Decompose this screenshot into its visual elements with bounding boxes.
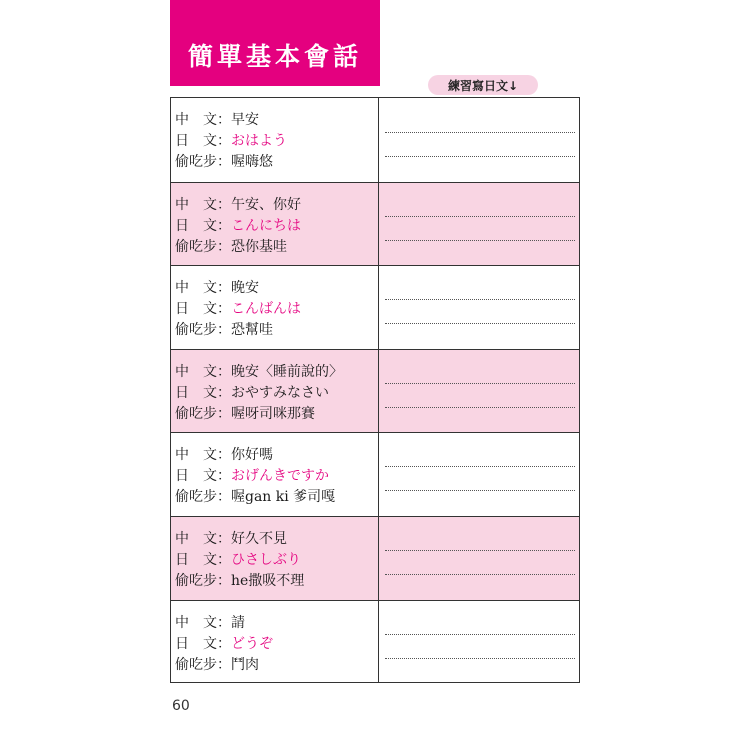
page-title: 簡單基本會話	[187, 42, 362, 71]
ja-text: こんにちは	[231, 217, 301, 234]
writing-line	[385, 216, 575, 217]
phrase-cell	[171, 98, 379, 182]
phrase-table	[170, 97, 580, 683]
phrase-cell	[171, 266, 379, 349]
zh-text: 晚安〈睡前說的〉	[231, 363, 343, 380]
phrase-cell	[171, 517, 379, 600]
writing-area[interactable]	[379, 433, 579, 516]
table-row	[171, 349, 579, 433]
writing-area[interactable]	[379, 266, 579, 349]
writing-area[interactable]	[379, 601, 579, 684]
ja-label: 日 文：	[175, 384, 231, 401]
pron-label: 偷吃步：	[175, 656, 231, 673]
ja-label: 日 文：	[175, 133, 231, 149]
zh-label: 中 文：	[175, 196, 231, 213]
table-row	[171, 432, 579, 516]
writing-line	[385, 634, 575, 635]
pron-label: 偷吃步：	[175, 489, 231, 506]
table-row	[171, 516, 579, 600]
writing-line	[385, 132, 575, 133]
zh-text: 你好嗎	[231, 447, 273, 464]
zh-text: 早安	[231, 112, 259, 128]
phrase-cell	[171, 183, 379, 266]
ja-label: 日 文：	[175, 552, 231, 568]
writing-line	[385, 156, 575, 157]
zh-text: 午安、你好	[231, 196, 301, 213]
writing-line	[385, 323, 575, 324]
phrase-cell	[171, 601, 379, 684]
ja-text: おげんきですか	[231, 468, 329, 485]
ja-text: ひさしぶり	[231, 552, 301, 568]
table-row	[171, 265, 579, 349]
ja-text: おやすみなさい	[231, 384, 329, 401]
zh-label: 中 文：	[175, 447, 231, 464]
writing-area[interactable]	[379, 517, 579, 600]
pron-text: 恐幫哇	[231, 322, 273, 339]
phrase-cell	[171, 350, 379, 433]
ja-label: 日 文：	[175, 635, 231, 652]
pron-label: 偷吃步：	[175, 405, 231, 422]
practice-label: 練習寫日文↓	[428, 75, 538, 95]
pron-label: 偷吃步：	[175, 322, 231, 339]
ja-label: 日 文：	[175, 468, 231, 485]
zh-label: 中 文：	[175, 363, 231, 380]
pron-text: 喔嗨悠	[231, 154, 273, 170]
writing-line	[385, 466, 575, 467]
ja-text: こんばんは	[231, 301, 301, 318]
ja-label: 日 文：	[175, 301, 231, 318]
writing-area[interactable]	[379, 183, 579, 266]
zh-label: 中 文：	[175, 614, 231, 631]
table-row	[171, 182, 579, 266]
pron-text: 喔gan ki 爹司嘎	[231, 489, 336, 506]
table-row	[171, 600, 579, 684]
phrase-cell	[171, 433, 379, 516]
zh-label: 中 文：	[175, 280, 231, 297]
ja-text: おはよう	[231, 133, 287, 149]
title-banner	[170, 0, 380, 86]
page-number: 60	[172, 698, 190, 714]
writing-line	[385, 658, 575, 659]
pron-text: he撒吸不理	[231, 573, 305, 589]
writing-area[interactable]	[379, 350, 579, 433]
zh-text: 好久不見	[231, 531, 287, 547]
writing-line	[385, 550, 575, 551]
zh-label: 中 文：	[175, 112, 231, 128]
ja-label: 日 文：	[175, 217, 231, 234]
pron-text: 恐你基哇	[231, 238, 287, 255]
zh-label: 中 文：	[175, 531, 231, 547]
writing-line	[385, 490, 575, 491]
pron-text: 喔呀司咪那賽	[231, 405, 315, 422]
zh-text: 請	[231, 614, 245, 631]
pron-label: 偷吃步：	[175, 154, 231, 170]
writing-line	[385, 240, 575, 241]
writing-line	[385, 383, 575, 384]
pron-label: 偷吃步：	[175, 573, 231, 589]
zh-text: 晚安	[231, 280, 259, 297]
writing-line	[385, 299, 575, 300]
ja-text: どうぞ	[231, 635, 273, 652]
table-row	[171, 98, 579, 182]
pron-text: 鬥肉	[231, 656, 259, 673]
writing-area[interactable]	[379, 98, 579, 182]
writing-line	[385, 407, 575, 408]
writing-line	[385, 574, 575, 575]
pron-label: 偷吃步：	[175, 238, 231, 255]
